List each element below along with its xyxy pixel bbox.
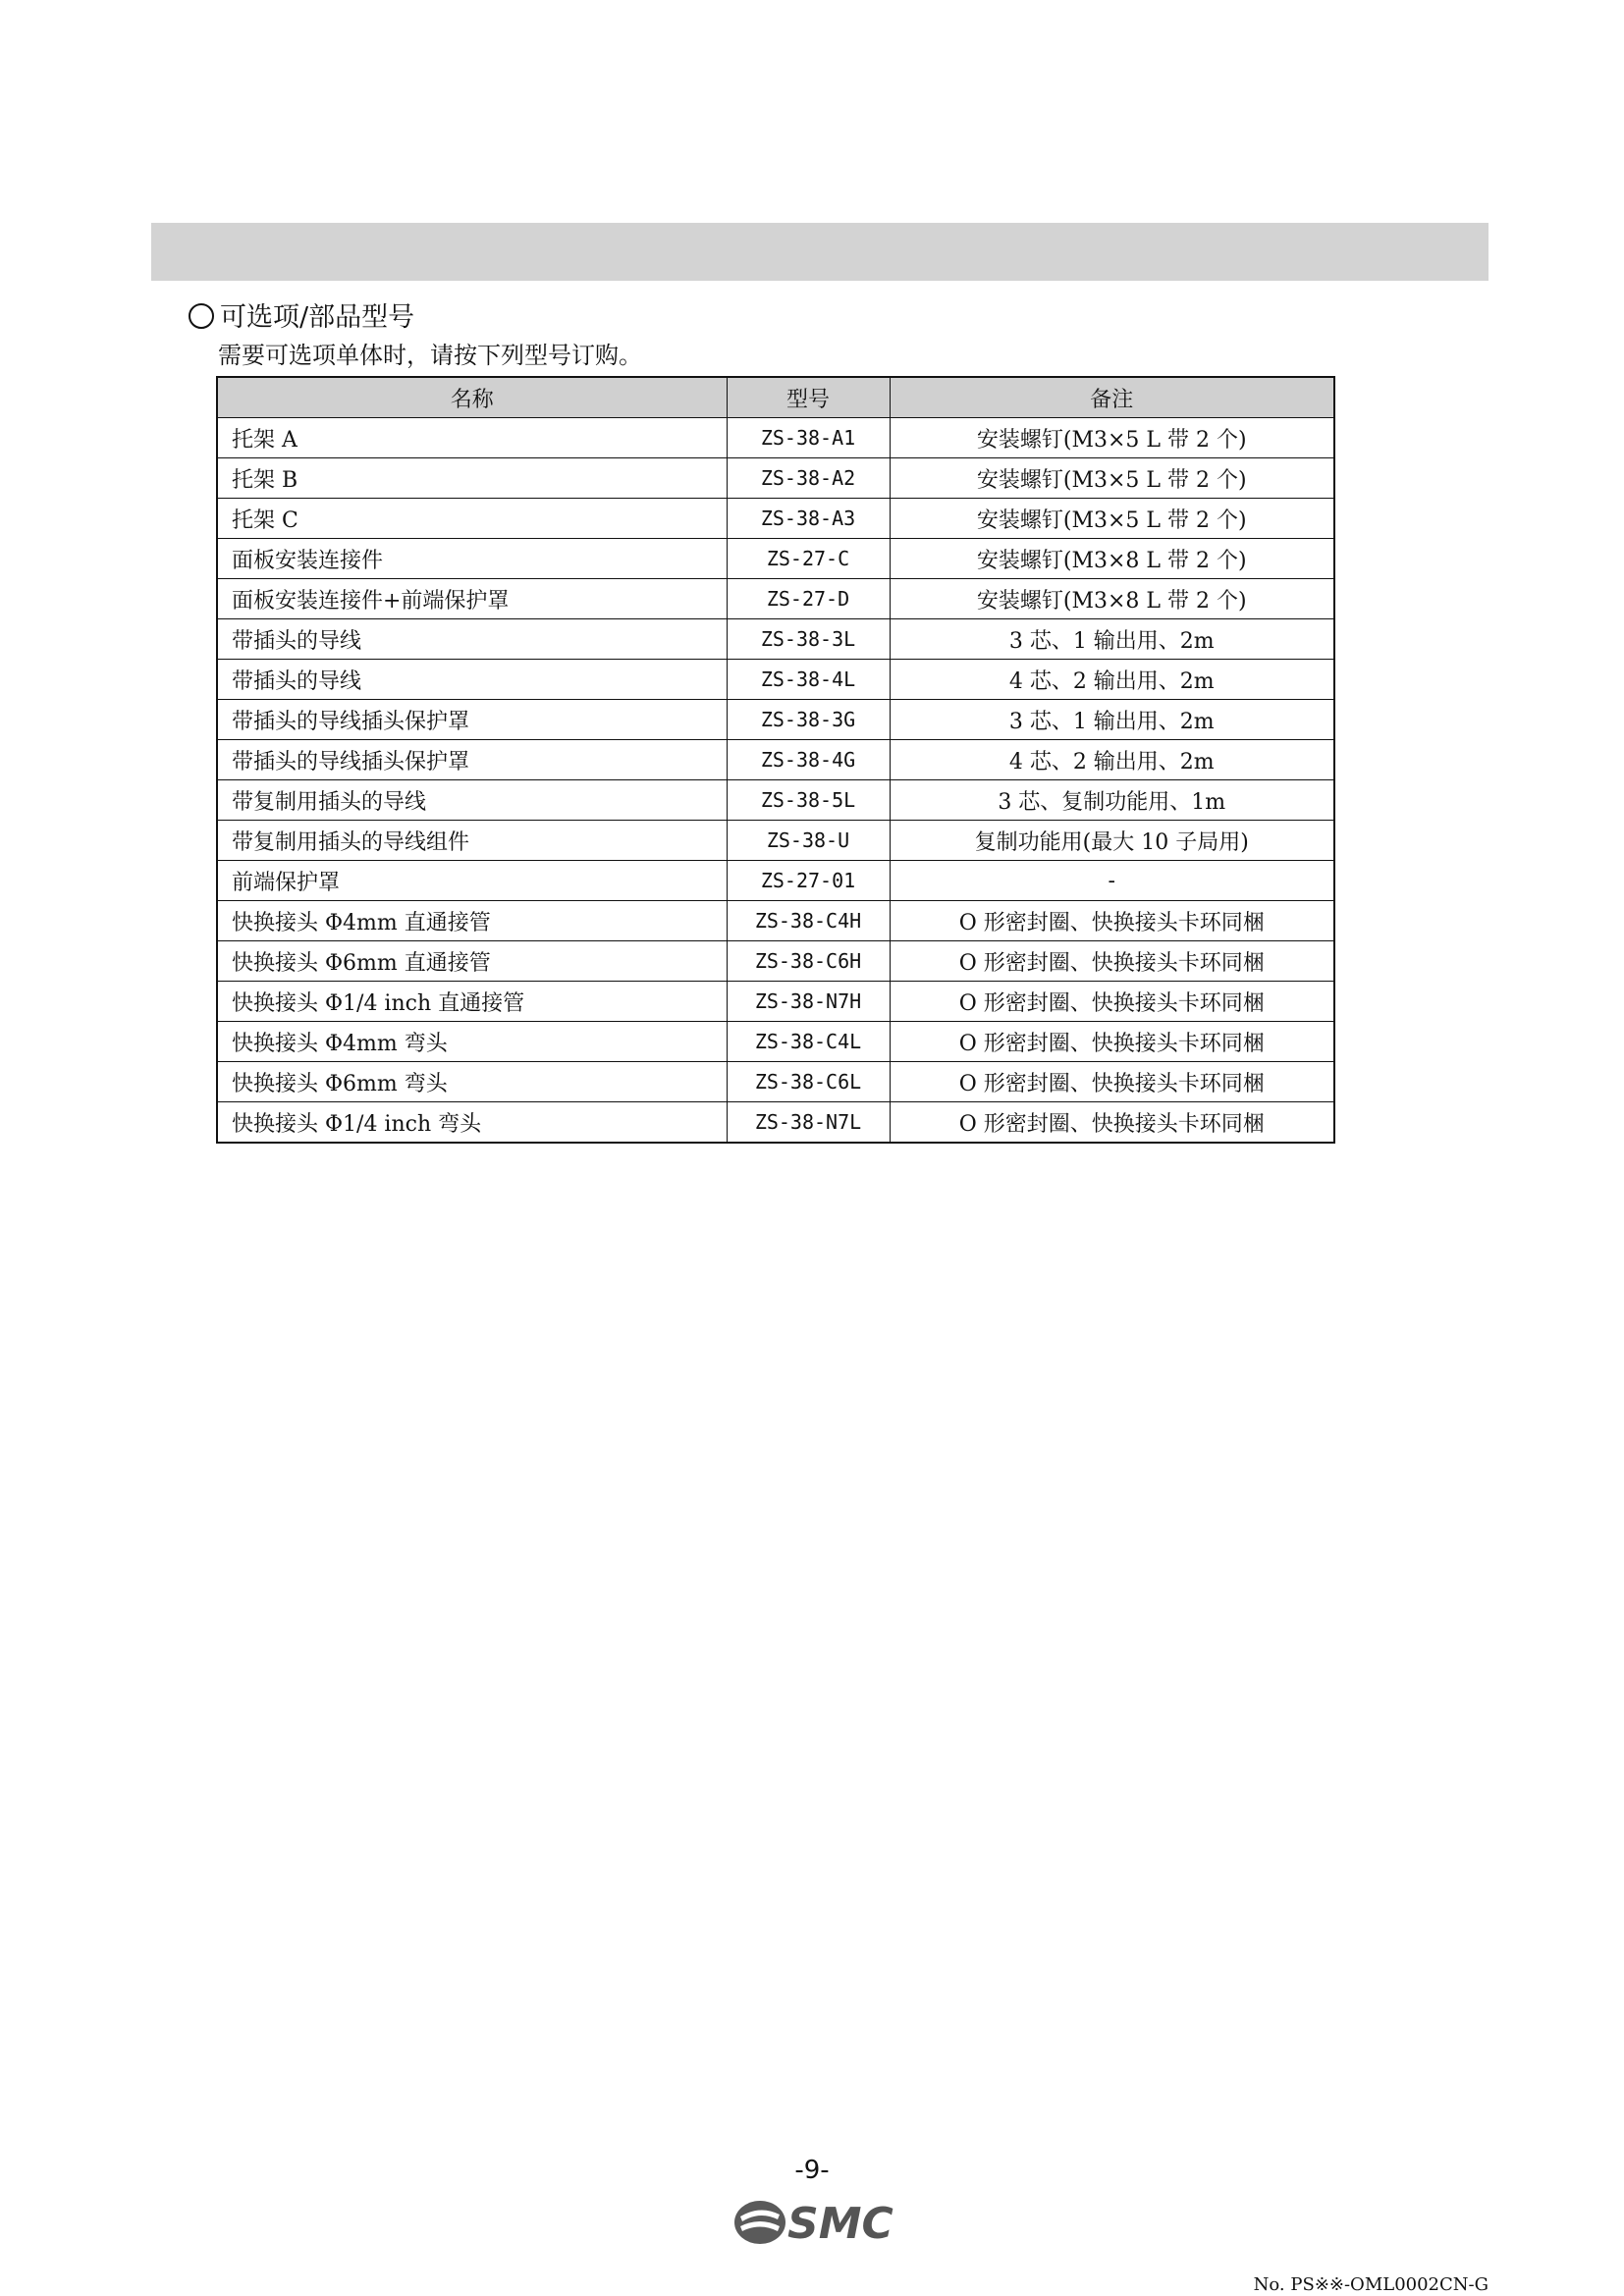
table-row [217, 821, 1334, 861]
table-row [217, 660, 1334, 700]
cell-note: O 形密封圈、快换接头卡环同梱 [890, 982, 1334, 1022]
cell-note: O 形密封圈、快换接头卡环同梱 [890, 901, 1334, 941]
cell-model: ZS-27-01 [727, 861, 890, 901]
cell-name: 快换接头 Φ1/4 inch 弯头 [217, 1102, 727, 1144]
cell-name: 快换接头 Φ6mm 直通接管 [217, 941, 727, 982]
cell-model: ZS-38-C4H [727, 901, 890, 941]
cell-name: 快换接头 Φ1/4 inch 直通接管 [217, 982, 727, 1022]
cell-model: ZS-38-U [727, 821, 890, 861]
cell-name: 托架 C [217, 499, 727, 539]
cell-note: O 形密封圈、快换接头卡环同梱 [890, 1102, 1334, 1144]
table-row [217, 700, 1334, 740]
table-row [217, 458, 1334, 499]
cell-model: ZS-38-A2 [727, 458, 890, 499]
cell-name: 快换接头 Φ4mm 直通接管 [217, 901, 727, 941]
cell-model: ZS-38-A3 [727, 499, 890, 539]
cell-note: 安装螺钉(M3×5 L 带 2 个) [890, 499, 1334, 539]
table-header-row [217, 377, 1334, 418]
table-row [217, 1022, 1334, 1062]
circle-bullet-icon [189, 303, 214, 329]
cell-model: ZS-38-N7H [727, 982, 890, 1022]
cell-name: 面板安装连接件 [217, 539, 727, 579]
cell-model: ZS-38-4L [727, 660, 890, 700]
cell-note: 3 芯、1 输出用、2m [890, 619, 1334, 660]
cell-note: O 形密封圈、快换接头卡环同梱 [890, 1062, 1334, 1102]
table-row [217, 539, 1334, 579]
cell-note: 3 芯、1 输出用、2m [890, 700, 1334, 740]
logo-text: SMC [787, 2199, 893, 2249]
table-row [217, 1102, 1334, 1144]
cell-note: 安装螺钉(M3×5 L 带 2 个) [890, 418, 1334, 458]
table-row [217, 780, 1334, 821]
table-row [217, 619, 1334, 660]
cell-model: ZS-38-4G [727, 740, 890, 780]
cell-model: ZS-38-C6L [727, 1062, 890, 1102]
cell-name: 快换接头 Φ6mm 弯头 [217, 1062, 727, 1102]
page-number: -9- [794, 2156, 830, 2185]
table-row [217, 982, 1334, 1022]
parts-table [216, 376, 1335, 1144]
cell-name: 带插头的导线 [217, 619, 727, 660]
cell-note: O 形密封圈、快换接头卡环同梱 [890, 941, 1334, 982]
cell-model: ZS-38-C4L [727, 1022, 890, 1062]
cell-name: 带复制用插头的导线组件 [217, 821, 727, 861]
cell-model: ZS-38-A1 [727, 418, 890, 458]
cell-note: 4 芯、2 输出用、2m [890, 740, 1334, 780]
cell-name: 托架 A [217, 418, 727, 458]
cell-note: 3 芯、复制功能用、1m [890, 780, 1334, 821]
table-row [217, 579, 1334, 619]
cell-name: 托架 B [217, 458, 727, 499]
cell-name: 带复制用插头的导线 [217, 780, 727, 821]
table-row [217, 861, 1334, 901]
cell-name: 前端保护罩 [217, 861, 727, 901]
document-number: No. PS※※-OML0002CN-G [1253, 2274, 1489, 2295]
table-row [217, 901, 1334, 941]
cell-model: ZS-38-5L [727, 780, 890, 821]
header-model: 型号 [727, 377, 890, 418]
cell-model: ZS-38-C6H [727, 941, 890, 982]
cell-name: 带插头的导线插头保护罩 [217, 700, 727, 740]
table-row [217, 1062, 1334, 1102]
cell-model: ZS-38-3L [727, 619, 890, 660]
cell-model: ZS-38-3G [727, 700, 890, 740]
section-heading [189, 298, 414, 338]
cell-note: O 形密封圈、快换接头卡环同梱 [890, 1022, 1334, 1062]
cell-model: ZS-27-C [727, 539, 890, 579]
cell-note: 安装螺钉(M3×8 L 带 2 个) [890, 539, 1334, 579]
table-row [217, 740, 1334, 780]
table-body [217, 418, 1334, 1144]
header-note: 备注 [890, 377, 1334, 418]
intro-text: 需要可选项单体时，请按下列型号订购。 [218, 342, 642, 369]
cell-name: 带插头的导线 [217, 660, 727, 700]
header-name: 名称 [217, 377, 727, 418]
cell-note: 复制功能用(最大 10 子局用) [890, 821, 1334, 861]
header-band [151, 223, 1489, 281]
cell-name: 带插头的导线插头保护罩 [217, 740, 727, 780]
cell-note: 4 芯、2 输出用、2m [890, 660, 1334, 700]
smc-logo [731, 2191, 907, 2250]
table-row [217, 499, 1334, 539]
cell-model: ZS-38-N7L [727, 1102, 890, 1144]
cell-note: 安装螺钉(M3×8 L 带 2 个) [890, 579, 1334, 619]
cell-note: - [890, 861, 1334, 901]
cell-model: ZS-27-D [727, 579, 890, 619]
cell-name: 面板安装连接件+前端保护罩 [217, 579, 727, 619]
section-title: 可选项/部品型号 [220, 302, 415, 333]
cell-note: 安装螺钉(M3×5 L 带 2 个) [890, 458, 1334, 499]
table-row [217, 418, 1334, 458]
cell-name: 快换接头 Φ4mm 弯头 [217, 1022, 727, 1062]
table-row [217, 941, 1334, 982]
